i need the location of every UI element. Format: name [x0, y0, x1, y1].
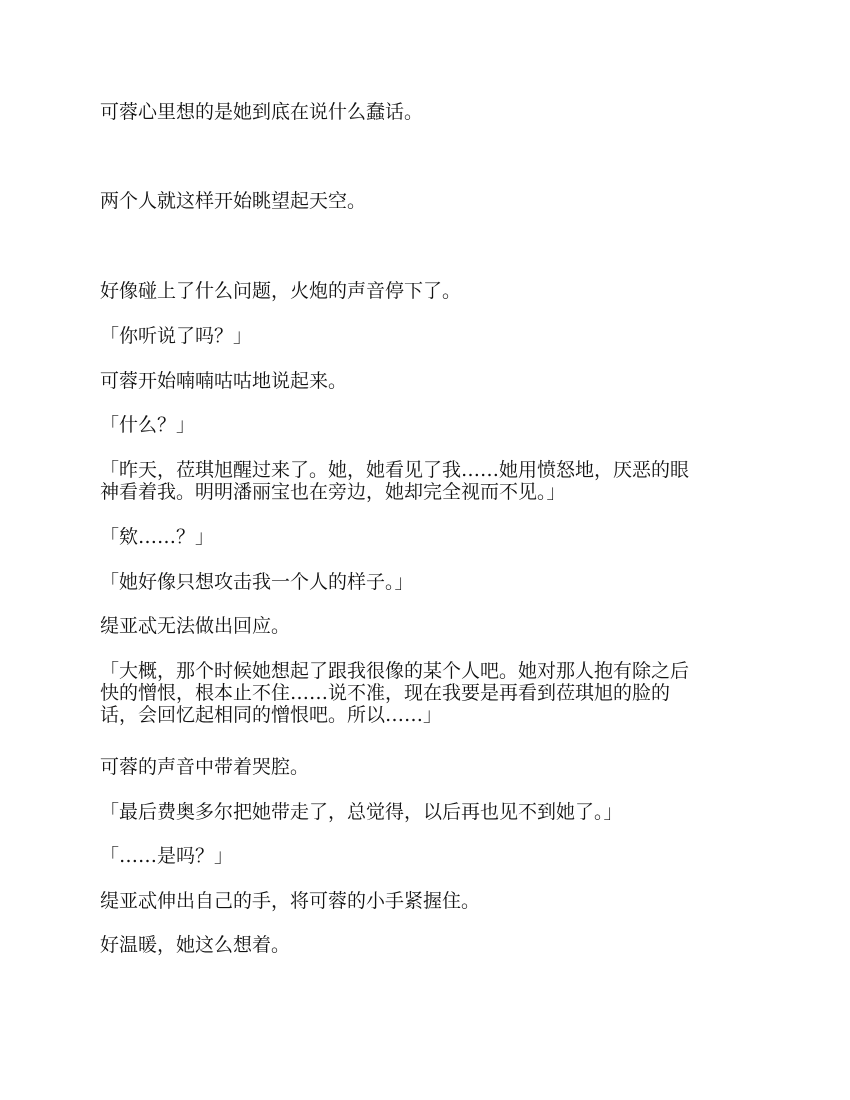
text-line: 「最后费奥多尔把她带走了，总觉得，以后再也见不到她了。」	[100, 801, 623, 823]
text-line: 两个人就这样开始眺望起天空。	[100, 190, 367, 212]
paragraph	[100, 459, 760, 503]
text-line: 快的憎恨，根本止不住……说不准，现在我要是再看到莅琪旭的脸的	[100, 682, 671, 704]
paragraph	[100, 325, 760, 347]
paragraph	[100, 890, 760, 912]
text-line: 可蓉的声音中带着哭腔。	[100, 756, 310, 778]
text-line: 「你听说了吗？」	[100, 325, 253, 347]
paragraph	[100, 526, 760, 548]
paragraph	[100, 101, 760, 123]
text-line: 缇亚忒伸出自己的手，将可蓉的小手紧握住。	[100, 890, 481, 912]
text-line: 「欸……？」	[100, 526, 215, 548]
paragraph	[100, 615, 760, 637]
paragraph	[100, 660, 760, 726]
paragraph	[100, 845, 760, 867]
paragraph	[100, 370, 760, 392]
paragraph	[100, 934, 760, 956]
text-line: 可蓉开始喃喃咕咕地说起来。	[100, 370, 348, 392]
text-line: 「什么？」	[100, 414, 196, 436]
text-line: 可蓉心里想的是她到底在说什么蠢话。	[100, 101, 424, 123]
text-line: 好像碰上了什么问题，火炮的声音停下了。	[100, 280, 462, 302]
text-line: 话，会回忆起相同的憎恨吧。所以……」	[100, 704, 443, 726]
paragraph	[100, 571, 760, 593]
text-line: 神看着我。明明潘丽宝也在旁边，她却完全视而不见。」	[100, 481, 566, 503]
paragraph	[100, 801, 760, 823]
text-line: 「……是吗？」	[100, 845, 234, 867]
text-line: 「昨天，莅琪旭醒过来了。她，她看见了我……她用愤怒地，厌恶的眼	[100, 459, 690, 481]
paragraph	[100, 756, 760, 778]
text-line: 缇亚忒无法做出回应。	[100, 615, 291, 637]
text-line: 「她好像只想攻击我一个人的样子。」	[100, 571, 414, 593]
paragraph	[100, 414, 760, 436]
text-line: 「大概，那个时候她想起了跟我很像的某个人吧。她对那人抱有除之后	[100, 660, 690, 682]
paragraph	[100, 190, 760, 212]
paragraph	[100, 280, 760, 302]
text-line: 好温暖，她这么想着。	[100, 934, 291, 956]
